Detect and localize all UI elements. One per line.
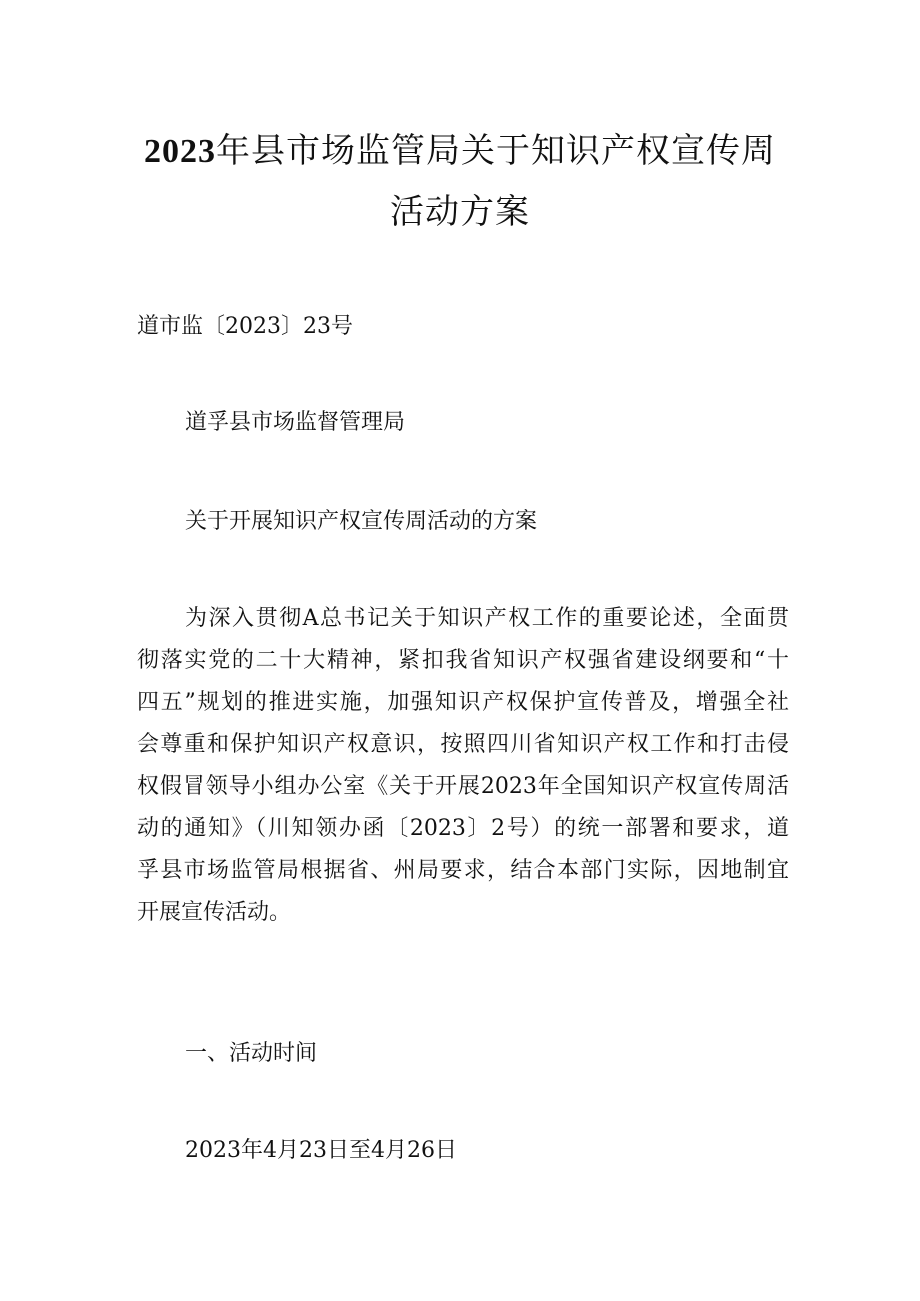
paragraph-line: 为深入贯彻A总书记关于知识产权工作的重要论述，全面贯: [185, 606, 789, 631]
paragraph-line: 权假冒领导小组办公室《关于开展2023年全国知识产权宣传周活: [137, 774, 789, 799]
paragraph-line: 四五”规划的推进实施，加强知识产权保护宣传普及，增强全社: [137, 690, 789, 715]
document-number: 道市监〔2023〕23号: [137, 314, 353, 339]
paragraph-line: 动的通知》（川知领办函〔2023〕2号）的统一部署和要求，道: [137, 816, 789, 841]
document-title-line-1: [110, 123, 810, 172]
issuing-authority: 道孚县市场监督管理局: [185, 410, 406, 435]
title-text: 年县市场监管局关于知识产权宣传周: [216, 131, 776, 171]
paragraph-line: 开展宣传活动。: [137, 900, 292, 925]
paragraph-line: 彻落实党的二十大精神，紧扣我省知识产权强省建设纲要和“十: [137, 648, 789, 673]
activity-dates: 2023年4月23日至4月26日: [185, 1138, 457, 1163]
paragraph-line: 孚县市场监管局根据省、州局要求，结合本部门实际，因地制宜: [137, 858, 789, 883]
paragraph-line: 会尊重和保护知识产权意识，按照四川省知识产权工作和打击侵: [137, 732, 789, 757]
document-subject: 关于开展知识产权宣传周活动的方案: [185, 509, 538, 534]
document-title-line-2: 活动方案: [390, 192, 530, 232]
section-heading-activity-time: 一、活动时间: [185, 1041, 318, 1066]
title-year: 2023: [144, 133, 216, 170]
intro-paragraph: [137, 598, 789, 934]
